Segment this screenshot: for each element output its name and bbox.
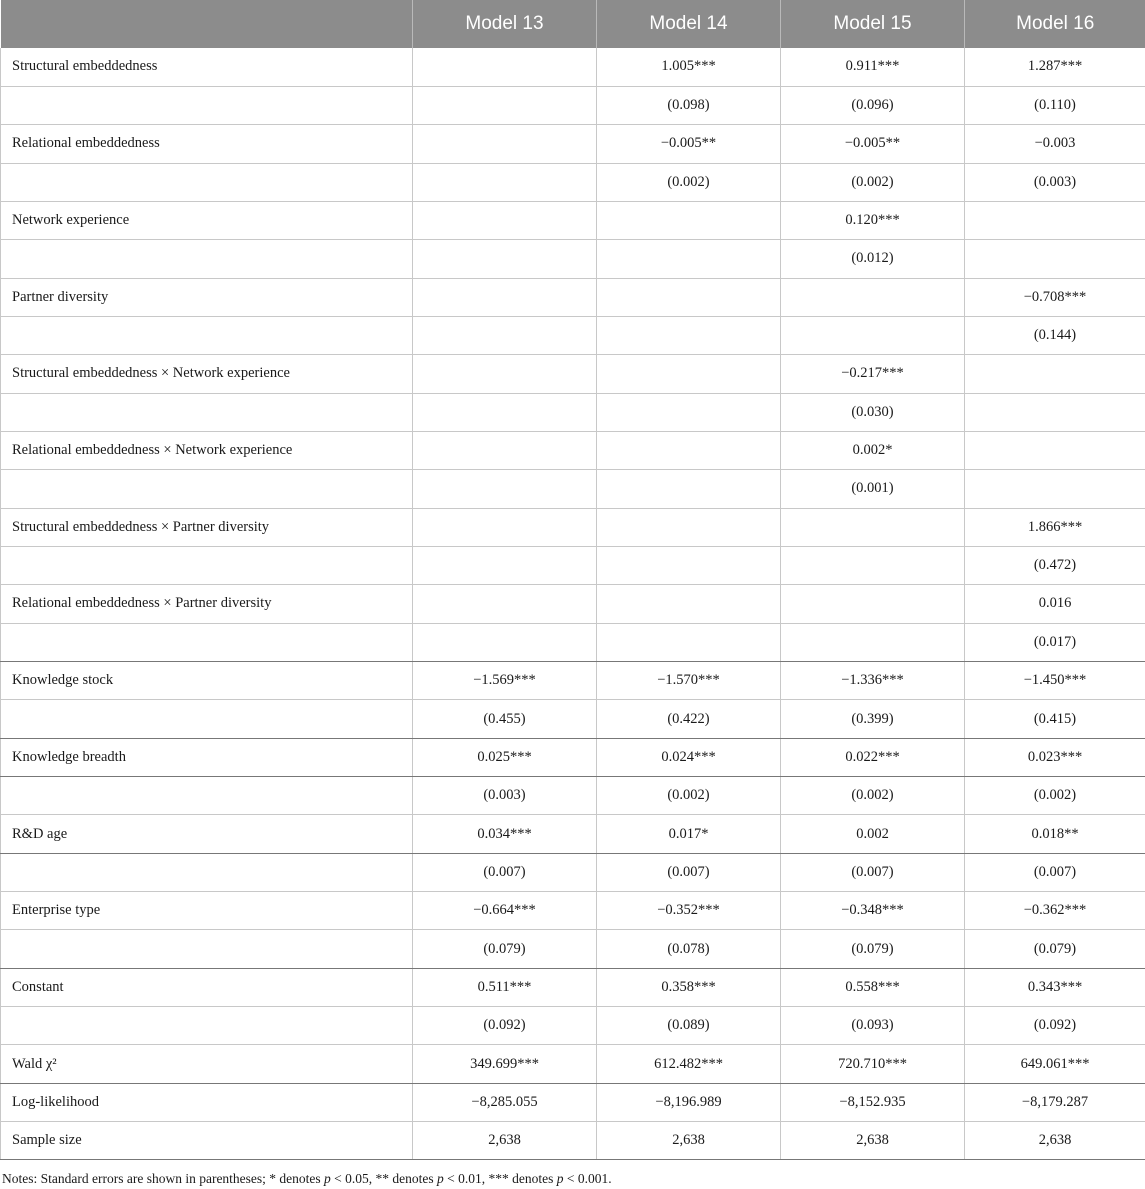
cell-model-16 <box>965 201 1145 239</box>
cell-variable: R&D age <box>1 815 413 853</box>
cell-model-15: (0.012) <box>781 240 965 278</box>
cell-model-15: (0.001) <box>781 470 965 508</box>
cell-model-13 <box>413 278 597 316</box>
cell-model-13 <box>413 240 597 278</box>
table-row <box>1 623 1145 661</box>
table-row <box>1 470 1145 508</box>
cell-variable <box>1 853 413 891</box>
header-model-16: Model 16 <box>965 0 1145 48</box>
cell-model-16: (0.002) <box>965 777 1145 815</box>
cell-model-16: 0.016 <box>965 585 1145 623</box>
cell-model-13 <box>413 316 597 354</box>
cell-model-16: (0.110) <box>965 86 1145 124</box>
table-row <box>1 738 1145 776</box>
cell-variable: Sample size <box>1 1122 413 1160</box>
cell-model-16: (0.092) <box>965 1007 1145 1045</box>
cell-model-15 <box>781 278 965 316</box>
notes-p1: p <box>324 1171 331 1186</box>
cell-model-16 <box>965 240 1145 278</box>
cell-model-15: −8,152.935 <box>781 1083 965 1121</box>
cell-variable <box>1 393 413 431</box>
cell-model-15 <box>781 623 965 661</box>
cell-model-14: 612.482*** <box>597 1045 781 1083</box>
cell-model-13 <box>413 623 597 661</box>
table-row <box>1 201 1145 239</box>
cell-model-14 <box>597 508 781 546</box>
cell-model-15: 0.022*** <box>781 738 965 776</box>
cell-model-16: (0.017) <box>965 623 1145 661</box>
cell-variable <box>1 623 413 661</box>
cell-model-14 <box>597 470 781 508</box>
cell-model-14: −0.352*** <box>597 892 781 930</box>
table-row <box>1 777 1145 815</box>
cell-model-14: (0.098) <box>597 86 781 124</box>
notes-suffix: < 0.001. <box>563 1171 612 1186</box>
table-row <box>1 355 1145 393</box>
cell-model-15: (0.002) <box>781 163 965 201</box>
cell-variable: Relational embeddedness <box>1 125 413 163</box>
table-row <box>1 316 1145 354</box>
table-row <box>1 48 1145 86</box>
cell-model-16: 0.343*** <box>965 968 1145 1006</box>
notes-mid2: < 0.01, *** denotes <box>443 1171 557 1186</box>
table-header <box>1 0 1145 48</box>
cell-model-14 <box>597 585 781 623</box>
table-row <box>1 508 1145 546</box>
cell-model-13 <box>413 508 597 546</box>
cell-model-15: 2,638 <box>781 1122 965 1160</box>
cell-model-16 <box>965 355 1145 393</box>
table-row <box>1 662 1145 700</box>
cell-model-13: −8,285.055 <box>413 1083 597 1121</box>
cell-model-13: 349.699*** <box>413 1045 597 1083</box>
cell-model-16: 2,638 <box>965 1122 1145 1160</box>
cell-model-15: 0.558*** <box>781 968 965 1006</box>
cell-model-14 <box>597 316 781 354</box>
notes-p3: p <box>556 1171 564 1186</box>
cell-model-16: (0.003) <box>965 163 1145 201</box>
cell-model-15: −0.005** <box>781 125 965 163</box>
cell-model-16: 0.018** <box>965 815 1145 853</box>
header-model-14: Model 14 <box>597 0 781 48</box>
notes-prefix: Notes: Standard errors are shown in parentheses; * denotes <box>2 1171 325 1186</box>
header-model-13: Model 13 <box>413 0 597 48</box>
cell-model-16: −0.003 <box>965 125 1145 163</box>
cell-variable: Knowledge breadth <box>1 738 413 776</box>
cell-model-13 <box>413 125 597 163</box>
cell-model-14 <box>597 240 781 278</box>
cell-model-15: (0.030) <box>781 393 965 431</box>
cell-model-14: 0.017* <box>597 815 781 853</box>
cell-model-14 <box>597 201 781 239</box>
table-body <box>1 48 1145 1160</box>
cell-model-15: (0.007) <box>781 853 965 891</box>
cell-model-15 <box>781 585 965 623</box>
cell-model-16: (0.079) <box>965 930 1145 968</box>
cell-model-16: (0.472) <box>965 546 1145 584</box>
table-row <box>1 86 1145 124</box>
table-row <box>1 968 1145 1006</box>
table-row <box>1 240 1145 278</box>
cell-model-16: 1.866*** <box>965 508 1145 546</box>
cell-variable <box>1 163 413 201</box>
cell-model-14: 0.358*** <box>597 968 781 1006</box>
cell-model-15: −0.348*** <box>781 892 965 930</box>
table-row <box>1 930 1145 968</box>
cell-variable: Constant <box>1 968 413 1006</box>
cell-model-13 <box>413 470 597 508</box>
cell-model-15: (0.093) <box>781 1007 965 1045</box>
cell-model-15: 0.002 <box>781 815 965 853</box>
cell-model-15 <box>781 546 965 584</box>
cell-model-16: −0.362*** <box>965 892 1145 930</box>
cell-model-14: −0.005** <box>597 125 781 163</box>
cell-model-15: −1.336*** <box>781 662 965 700</box>
table-row <box>1 163 1145 201</box>
cell-model-14 <box>597 278 781 316</box>
cell-model-13 <box>413 585 597 623</box>
cell-model-15: 720.710*** <box>781 1045 965 1083</box>
cell-variable: Relational embeddedness × Partner diversity <box>1 585 413 623</box>
cell-model-13: 0.025*** <box>413 738 597 776</box>
cell-variable <box>1 930 413 968</box>
cell-variable: Log-likelihood <box>1 1083 413 1121</box>
cell-model-13: 2,638 <box>413 1122 597 1160</box>
cell-model-13: (0.003) <box>413 777 597 815</box>
cell-model-14: (0.002) <box>597 163 781 201</box>
table-row <box>1 892 1145 930</box>
table-row <box>1 546 1145 584</box>
cell-variable <box>1 86 413 124</box>
cell-model-13 <box>413 48 597 86</box>
table-row <box>1 700 1145 738</box>
table-row <box>1 1045 1145 1083</box>
cell-variable: Enterprise type <box>1 892 413 930</box>
table-row <box>1 278 1145 316</box>
cell-model-16: (0.144) <box>965 316 1145 354</box>
cell-model-14: 2,638 <box>597 1122 781 1160</box>
cell-model-14: (0.422) <box>597 700 781 738</box>
cell-model-16 <box>965 431 1145 469</box>
table-row <box>1 1007 1145 1045</box>
cell-model-16: −8,179.287 <box>965 1083 1145 1121</box>
cell-model-15: 0.120*** <box>781 201 965 239</box>
notes-p2: p <box>437 1171 444 1186</box>
table-row <box>1 585 1145 623</box>
cell-model-16: 0.023*** <box>965 738 1145 776</box>
cell-variable: Structural embeddedness × Partner diversity <box>1 508 413 546</box>
cell-model-13 <box>413 86 597 124</box>
cell-model-15 <box>781 316 965 354</box>
table-row <box>1 853 1145 891</box>
cell-model-13 <box>413 201 597 239</box>
cell-model-13: (0.007) <box>413 853 597 891</box>
cell-variable <box>1 1007 413 1045</box>
cell-variable <box>1 240 413 278</box>
cell-model-16: −1.450*** <box>965 662 1145 700</box>
cell-variable <box>1 777 413 815</box>
table-row <box>1 431 1145 469</box>
cell-variable: Partner diversity <box>1 278 413 316</box>
cell-variable: Knowledge stock <box>1 662 413 700</box>
cell-model-13: (0.092) <box>413 1007 597 1045</box>
header-row <box>1 0 1145 48</box>
notes-mid1: < 0.05, ** denotes <box>330 1171 438 1186</box>
cell-model-13: 0.511*** <box>413 968 597 1006</box>
cell-model-14: 1.005*** <box>597 48 781 86</box>
cell-model-14: (0.002) <box>597 777 781 815</box>
cell-model-15: (0.399) <box>781 700 965 738</box>
cell-model-16: 649.061*** <box>965 1045 1145 1083</box>
table-row <box>1 393 1145 431</box>
cell-model-15 <box>781 508 965 546</box>
cell-variable <box>1 316 413 354</box>
cell-model-14 <box>597 431 781 469</box>
cell-model-14: (0.007) <box>597 853 781 891</box>
cell-variable <box>1 470 413 508</box>
cell-model-15: (0.002) <box>781 777 965 815</box>
cell-model-16: −0.708*** <box>965 278 1145 316</box>
cell-model-13: (0.079) <box>413 930 597 968</box>
cell-variable: Network experience <box>1 201 413 239</box>
cell-model-14 <box>597 355 781 393</box>
cell-model-14 <box>597 546 781 584</box>
cell-model-13: −0.664*** <box>413 892 597 930</box>
table-row <box>1 1122 1145 1160</box>
cell-model-15: −0.217*** <box>781 355 965 393</box>
cell-model-14: 0.024*** <box>597 738 781 776</box>
header-variable <box>1 0 413 48</box>
cell-model-16: (0.415) <box>965 700 1145 738</box>
cell-model-13: 0.034*** <box>413 815 597 853</box>
cell-model-13: −1.569*** <box>413 662 597 700</box>
cell-model-13 <box>413 163 597 201</box>
cell-model-14 <box>597 623 781 661</box>
cell-model-16 <box>965 470 1145 508</box>
cell-variable: Wald χ² <box>1 1045 413 1083</box>
cell-model-13 <box>413 393 597 431</box>
table-notes <box>2 1171 612 1187</box>
cell-model-15: (0.096) <box>781 86 965 124</box>
table-row <box>1 125 1145 163</box>
cell-model-14: −8,196.989 <box>597 1083 781 1121</box>
cell-model-16 <box>965 393 1145 431</box>
cell-model-13 <box>413 431 597 469</box>
cell-model-13 <box>413 546 597 584</box>
cell-model-15: 0.002* <box>781 431 965 469</box>
cell-model-14 <box>597 393 781 431</box>
cell-variable <box>1 546 413 584</box>
cell-variable: Structural embeddedness <box>1 48 413 86</box>
cell-model-16: (0.007) <box>965 853 1145 891</box>
cell-model-14: −1.570*** <box>597 662 781 700</box>
cell-model-14: (0.078) <box>597 930 781 968</box>
cell-variable <box>1 700 413 738</box>
table-row <box>1 815 1145 853</box>
cell-model-13: (0.455) <box>413 700 597 738</box>
cell-model-15: (0.079) <box>781 930 965 968</box>
cell-variable: Relational embeddedness × Network experience <box>1 431 413 469</box>
cell-model-16: 1.287*** <box>965 48 1145 86</box>
cell-model-15: 0.911*** <box>781 48 965 86</box>
cell-model-13 <box>413 355 597 393</box>
cell-variable: Structural embeddedness × Network experience <box>1 355 413 393</box>
header-model-15: Model 15 <box>781 0 965 48</box>
cell-model-14: (0.089) <box>597 1007 781 1045</box>
table-row <box>1 1083 1145 1121</box>
